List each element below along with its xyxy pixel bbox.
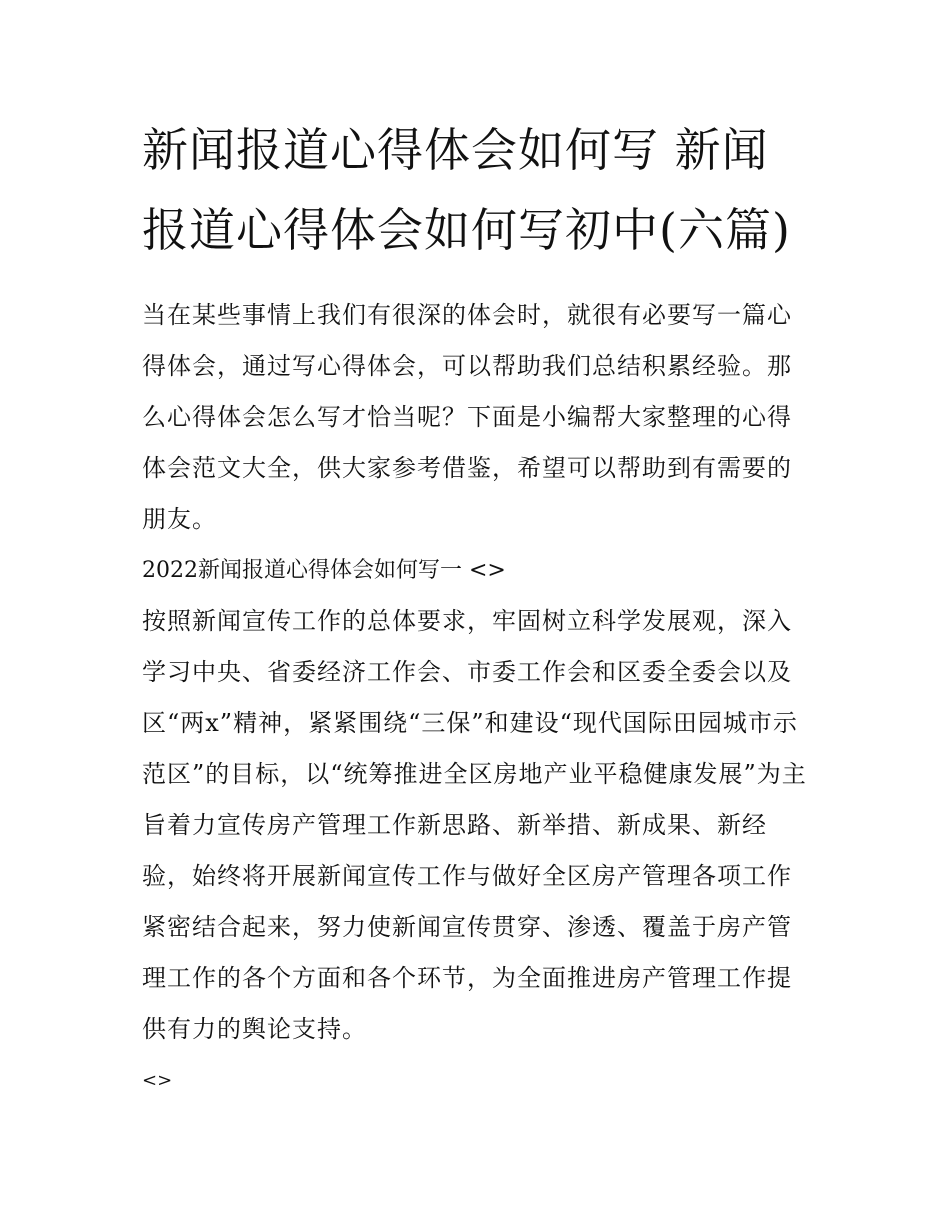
document-content (142, 110, 812, 1103)
intro-paragraph: 当在某些事情上我们有很深的体会时，就很有必要写一篇心得体会，通过写心得体会，可以帮助我们总结积累经验。那么心得体会怎么写才恰当呢？下面是小编帮大家整理的心得体会范文大全，供大家参考借鉴，希望可以帮助到有需要的朋友。 (142, 301, 792, 533)
document-title: 新闻报道心得体会如何写 新闻报道心得体会如何写初中(六篇) (142, 123, 791, 257)
section-body-paragraph: 按照新闻宣传工作的总体要求，牢固树立科学发展观，深入学习中央、省委经济工作会、市委工作会和区委全委会以及区“两x”精神，紧紧围绕“三保”和建设“现代国际田园城市示范区”的目标，以“统筹推进全区房地产业平稳健康发展”为主旨着力宣传房产管理工作新思路、新举措、新成果、新经验，始终将开展新闻宣传工作与做好全区房产管理各项工作紧密结合起来，努力使新闻宣传贯穿、渗透、覆盖于房产管理工作的各个方面和各个环节，为全面推进房产管理工作提供有力的舆论支持。 (142, 607, 807, 1043)
end-marker: <> (142, 1070, 173, 1091)
section-heading: 2022新闻报道心得体会如何写一 <> (142, 558, 506, 583)
